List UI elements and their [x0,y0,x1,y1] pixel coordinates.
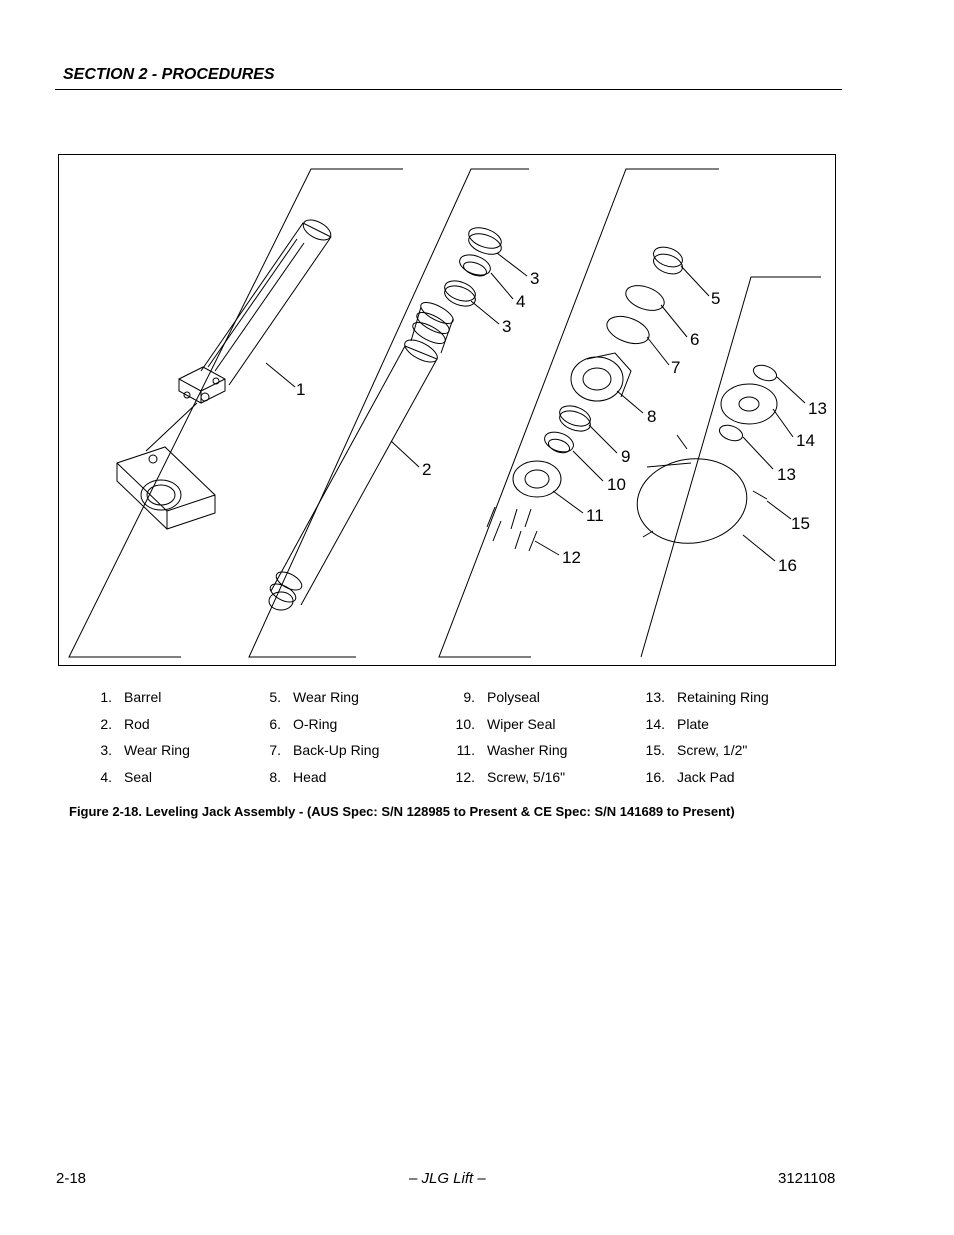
callout-1: 1 [296,380,306,399]
callout-9: 9 [621,447,631,466]
callout-13a: 13 [808,399,827,418]
callout-2: 2 [422,460,432,479]
callout-3b: 3 [502,317,512,336]
callout-7: 7 [671,358,681,377]
legend-item: 14. Plate [645,715,709,732]
callout-16: 16 [778,556,797,575]
legend-item: 1. Barrel [100,689,162,705]
legend-column-4 [630,689,769,796]
callout-11: 11 [586,506,604,525]
callout-3a: 3 [530,269,540,288]
callout-14: 14 [796,431,815,450]
callout-12: 12 [562,548,581,567]
callout-15: 15 [791,514,810,533]
legend-item: 3. Wear Ring [100,742,190,759]
header-rule [55,89,842,90]
legend-item: 13. Retaining Ring [645,689,769,705]
legend-item: 9. Polyseal [463,689,540,705]
document-number: 3121108 [778,1170,836,1187]
legend-item: 15. Screw, 1/2" [645,742,748,759]
legend-item: 11. Washer Ring [456,742,568,759]
legend-item: 12. Screw, 5/16" [455,769,566,786]
legend-item: 16. Jack Pad [645,769,735,786]
legend-item: 2. Rod [100,715,150,732]
callout-13b: 13 [777,465,796,484]
page-number: 2-18 [56,1170,87,1187]
figure-caption: Figure 2-18. Leveling Jack Assembly - (AUS Spec: S/N 128985 to Present & CE Spec: S/N 141689 to Present) [69,804,735,819]
legend-column-2 [255,689,379,796]
legend-item: 8. Head [269,769,327,786]
footer-publisher: – JLG Lift – [409,1170,486,1187]
legend-column-3 [440,689,567,796]
callout-8: 8 [647,407,657,426]
callout-6: 6 [690,330,700,349]
callout-5: 5 [711,289,721,308]
legend-item: 5. Wear Ring [269,689,359,705]
legend-item: 7. Back-Up Ring [269,742,380,759]
callout-10: 10 [607,475,626,494]
legend-item: 4. Seal [100,769,153,786]
legend-column-1 [86,689,190,796]
exploded-view-figure [58,154,836,666]
section-title: SECTION 2 - PROCEDURES [63,66,275,83]
legend-item: 10. Wiper Seal [455,715,556,732]
legend-item: 6. O-Ring [269,715,338,732]
callout-4: 4 [516,292,526,311]
leveling-jack-drawing [59,155,835,665]
